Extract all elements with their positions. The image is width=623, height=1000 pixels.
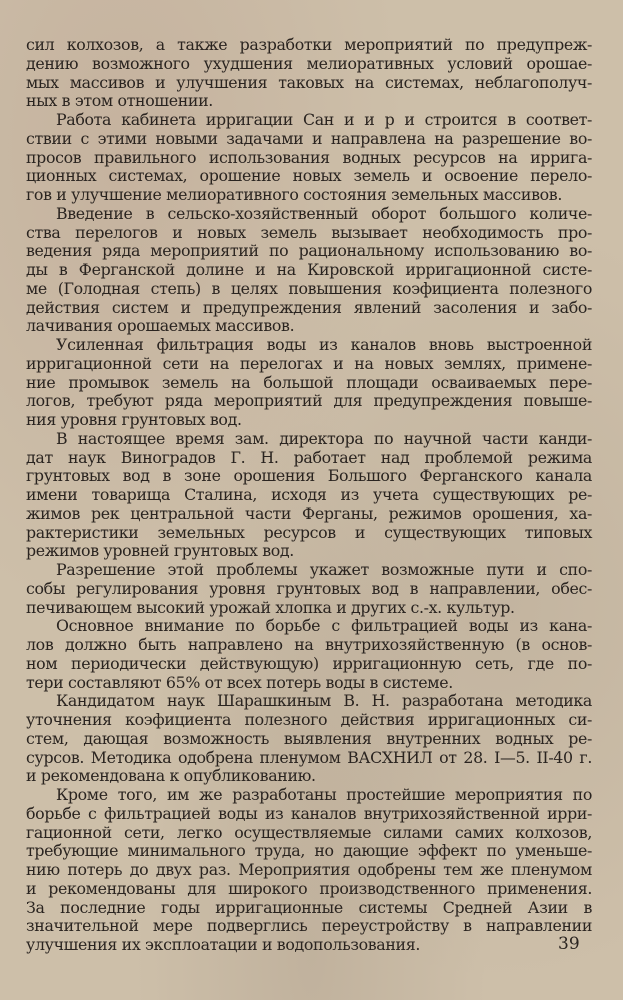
page-body xyxy=(26,36,592,955)
text-line: уточнения коэфициента полезного действия ирригационных си- xyxy=(26,710,592,729)
text-line: ном периодически действующую) ирригационную сеть, где по- xyxy=(26,653,592,673)
text-line: логов, требуют ряда мероприятий для предупреждения повыше- xyxy=(26,391,592,411)
text-line: действия систем и предупреждения явлений засоления и забо- xyxy=(26,297,592,317)
paragraph-1 xyxy=(26,36,592,111)
text-line: Кроме того, им же разработаны простейшие мероприятия по xyxy=(56,785,592,804)
text-line: За последние годы ирригационные системы Средней Азии в xyxy=(26,897,592,917)
text-line: Работа кабинета ирригации Сан и и р и строится в соответ- xyxy=(56,110,592,129)
text-line: ства перелогов и новых земель вызывает необходимость про- xyxy=(26,222,592,242)
text-line: печивающем высокий урожай хлопка и других с.-х. культур. xyxy=(26,597,515,617)
paragraph-5 xyxy=(26,430,592,561)
text-line: мых массивов и улучшения таковых на системах, неблагополуч- xyxy=(26,72,592,92)
text-line: лачивания орошаемых массивов. xyxy=(26,316,295,336)
text-line: тери составляют 65% от всех потерь воды в системе. xyxy=(26,672,453,692)
text-line: стем, дающая возможность выявления внутренних водных ре- xyxy=(26,728,592,748)
text-line: Введение в сельско-хозяйственный оборот большого количе- xyxy=(56,203,592,223)
text-line: режимов уровней грунтовых вод. xyxy=(26,541,294,561)
text-line: требующие минимального труда, но дающие эффект по уменьше- xyxy=(26,841,592,861)
text-line: грунтовых вод в зоне орошения Большого Ферганского канала xyxy=(26,466,592,486)
text-line: имени товарища Сталина, исходя из учета существующих ре- xyxy=(26,485,592,504)
paragraph-7 xyxy=(26,617,592,692)
text-line: ды в Ферганской долине и на Кировской ирригационной систе- xyxy=(26,260,592,279)
text-line: Кандидатом наук Шарашкиным В. Н. разработана методика xyxy=(56,691,592,711)
text-line: лов должно быть направлено на внутрихозяйственную (в основ- xyxy=(26,635,592,654)
text-line: сурсов. Методика одобрена пленумом ВАСХНИЛ от 28. I—5. II-40 г. xyxy=(26,747,592,767)
paragraph-6 xyxy=(26,561,592,617)
paragraph-8 xyxy=(26,692,592,786)
text-line: собы регулирования уровня грунтовых вод в направлении, обес- xyxy=(26,578,592,598)
text-line: борьбе с фильтрацией воды из каналов внутрихозяйственной ирри- xyxy=(26,803,592,823)
text-line: ных в этом отношении. xyxy=(26,91,213,111)
page-number: 39 xyxy=(558,934,580,954)
text-line: гов и улучшение мелиоративного состояния земельных массивов. xyxy=(26,185,563,204)
text-line: ствии с этими новыми задачами и направлена на разрешение во- xyxy=(26,128,592,148)
paragraph-3 xyxy=(26,205,592,336)
text-line: значительной мере подверглись переустройству в направлении xyxy=(26,916,592,936)
text-line: ние промывок земель на большой площади осваиваемых пере- xyxy=(26,372,592,392)
text-line: Усиленная фильтрация воды из каналов вновь выстроенной xyxy=(56,335,592,354)
text-line: ния уровня грунтовых вод. xyxy=(26,410,242,429)
text-line: дат наук Виноградов Г. Н. работает над проблемой режима xyxy=(26,447,592,467)
text-line: улучшения их эксплоатации и водопользования. xyxy=(26,935,421,954)
text-line: ведения ряда мероприятий по рациональному использованию во- xyxy=(26,241,592,261)
text-line: гационной сети, легко осуществляемые силами самих колхозов, xyxy=(26,822,592,842)
text-line: рактеристики земельных ресурсов и существующих типовых xyxy=(26,522,592,542)
text-line: просов правильного использования водных ресурсов на ирригa- xyxy=(26,147,592,167)
text-line: ционных системах, орошение новых земель и освоение перело- xyxy=(26,166,592,186)
text-line: ме (Голодная степь) в целях повышения коэфициента полезного xyxy=(26,278,592,298)
paragraph-2 xyxy=(26,111,592,205)
text-line: Разрешение этой проблемы укажет возможные пути и спо- xyxy=(56,560,592,579)
text-line: жимов рек центральной части Ферганы, режимов орошения, ха- xyxy=(26,503,592,523)
text-line: и рекомендованы для широкого производственного применения. xyxy=(26,878,592,898)
paragraph-4 xyxy=(26,336,592,430)
text-line: В настоящее время зам. директора по научной части канди- xyxy=(56,428,592,448)
text-line: Основное внимание по борьбе с фильтрацией воды из кана- xyxy=(56,616,592,636)
text-line: ирригационной сети на перелогах и на новых землях, примене- xyxy=(26,353,592,373)
text-line: дению возможного ухудшения мелиоративных условий орошае- xyxy=(26,53,592,73)
paragraph-9 xyxy=(26,786,592,955)
text-line: сил колхозов, а также разработки мероприятий по предупреж- xyxy=(26,35,592,54)
text-line: и рекомендована к опубликованию. xyxy=(26,766,316,786)
text-line: нию потерь до двух раз. Мероприятия одобрены тем же пленумом xyxy=(26,860,592,879)
